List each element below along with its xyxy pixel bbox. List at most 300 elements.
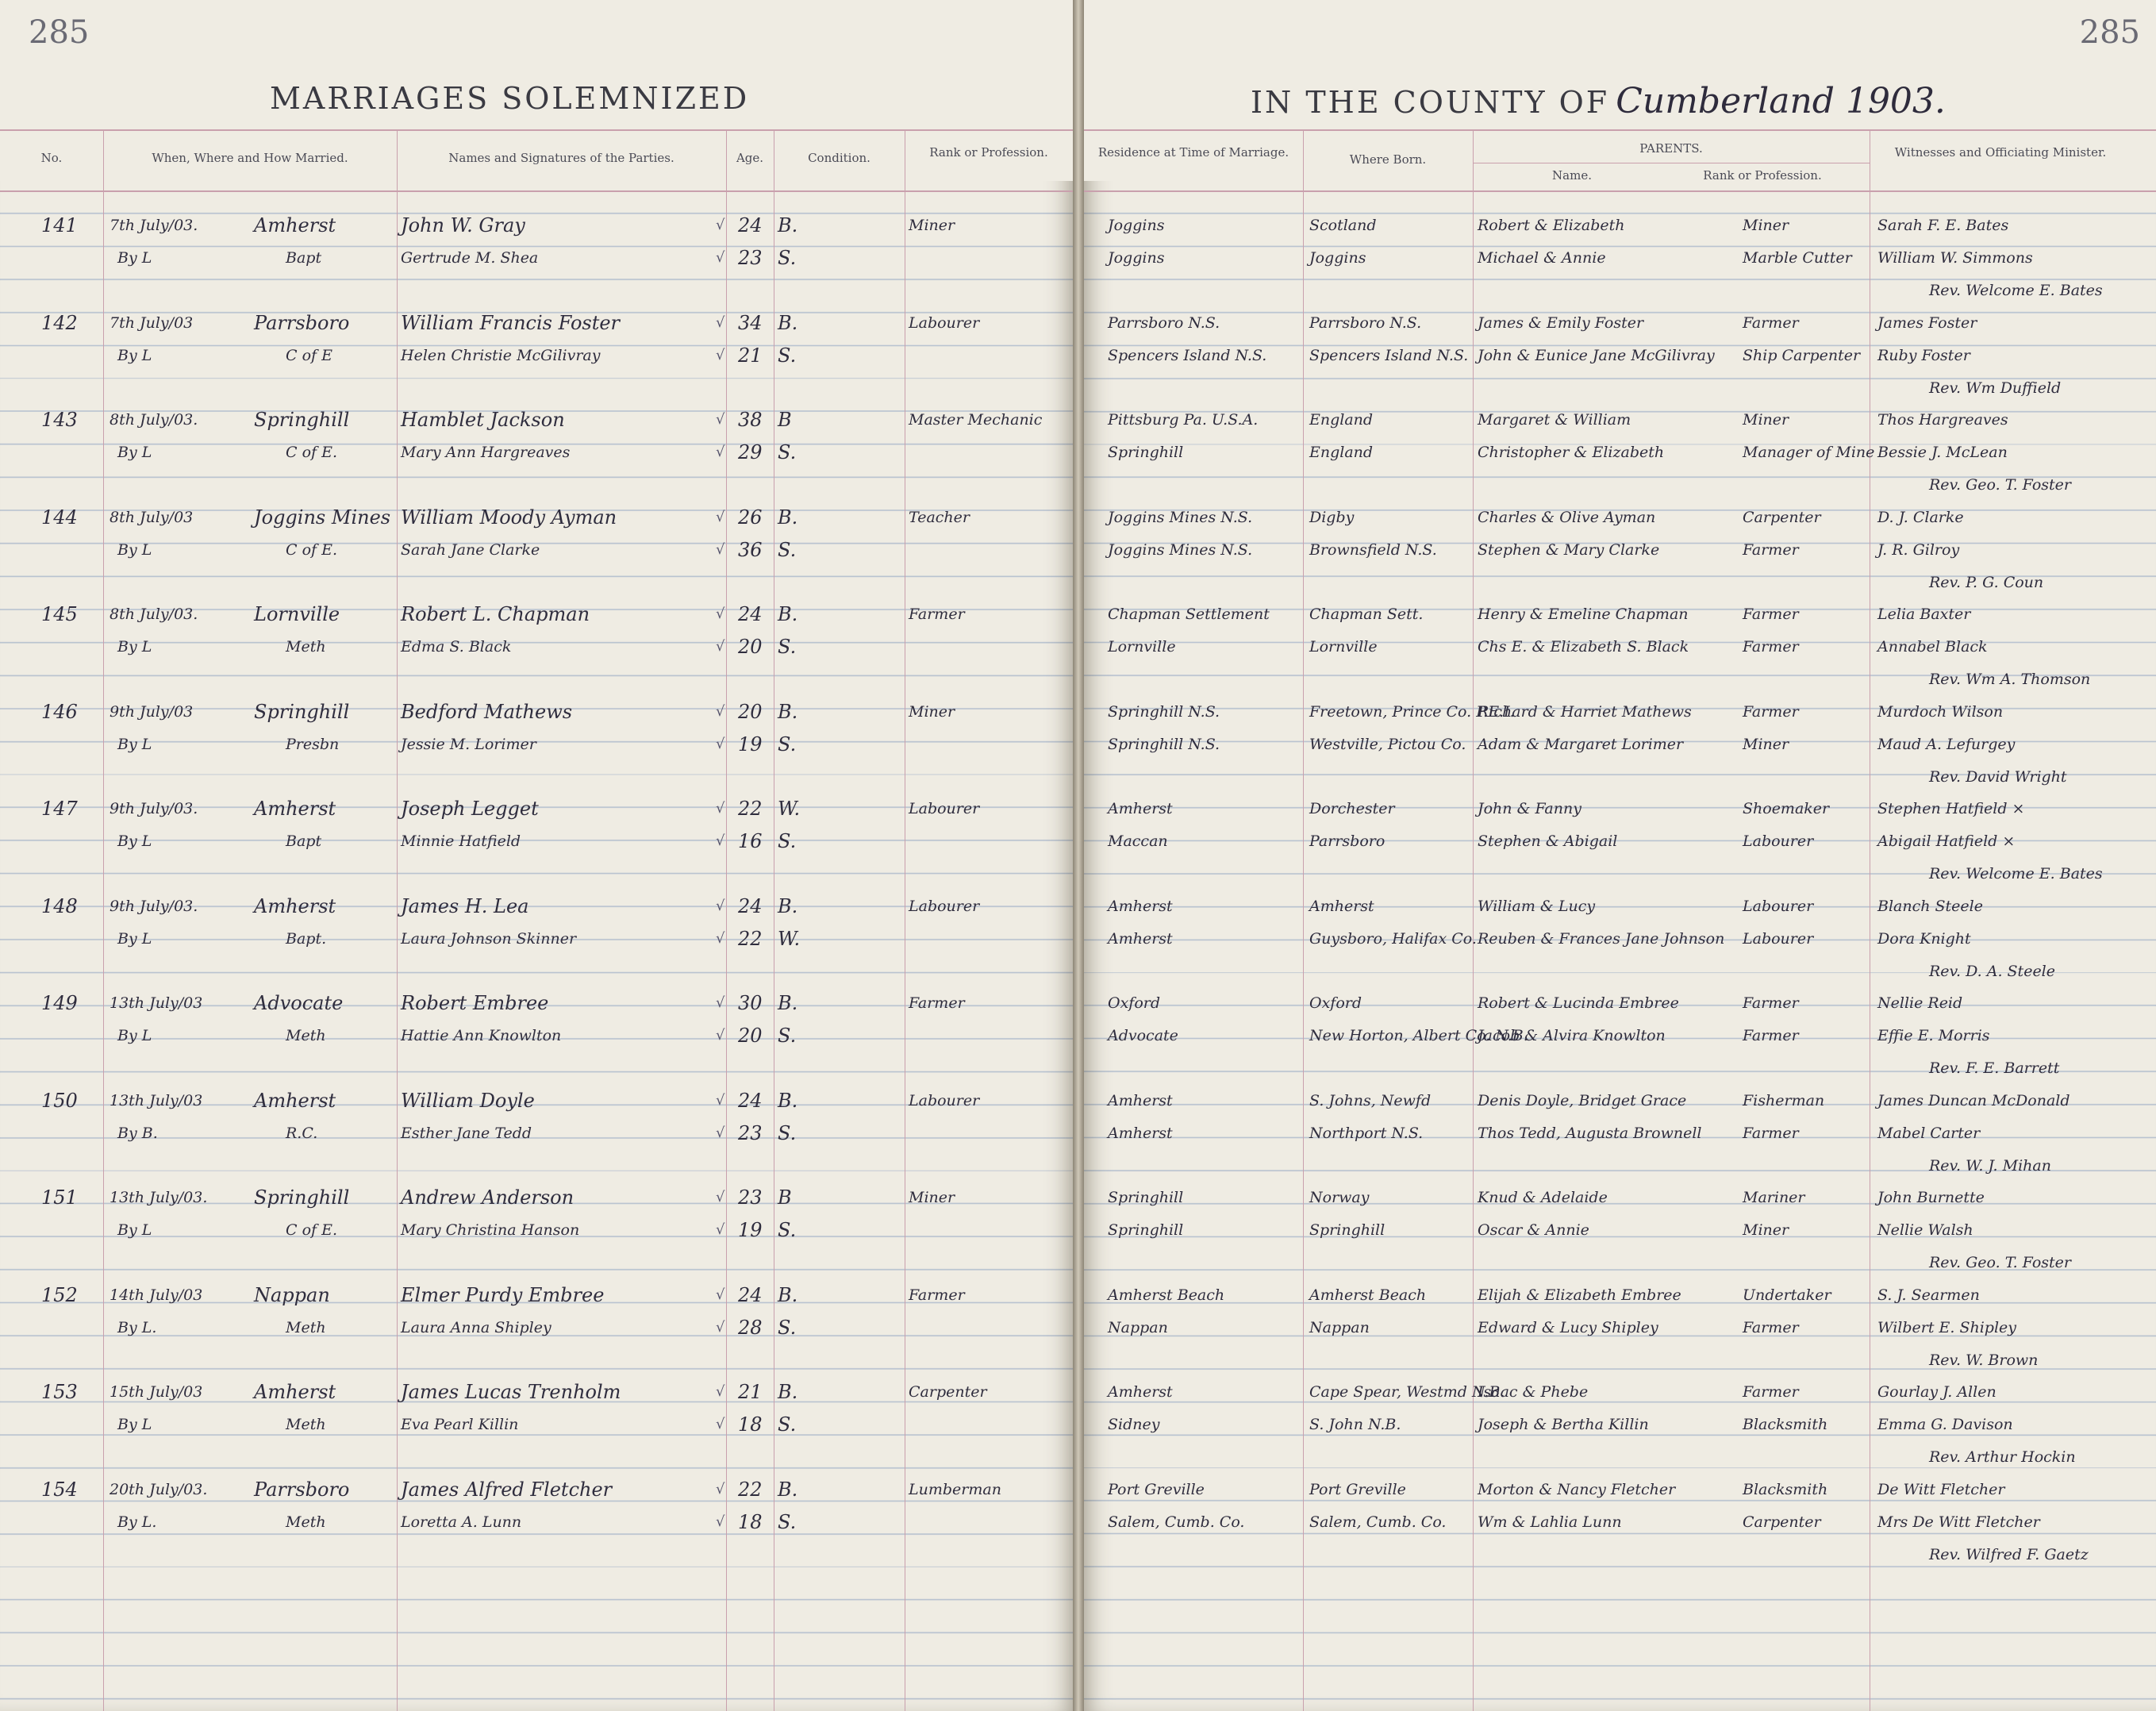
bride-residence: Amherst — [1108, 929, 1173, 948]
groom-parents: John & Fanny — [1478, 800, 1581, 817]
marriage-place: Springhill — [254, 700, 350, 723]
denomination: C of E. — [286, 540, 337, 559]
groom-age: 34 — [738, 311, 763, 334]
check-mark: √ — [716, 540, 725, 558]
officiating-minister: Rev. W. J. Mihan — [1929, 1156, 2051, 1175]
column-header-rule — [1084, 190, 2156, 192]
groom-birthplace: Oxford — [1309, 994, 1362, 1012]
groom-condition: B. — [778, 1089, 798, 1112]
groom-name: John W. Gray — [401, 214, 525, 236]
bride-name: Gertrude M. Shea — [401, 249, 539, 267]
marriage-place: Amherst — [254, 1381, 336, 1403]
groom-age: 38 — [738, 409, 763, 431]
marriage-place: Lornville — [254, 603, 340, 625]
bride-parents: Michael & Annie — [1478, 249, 1606, 267]
groom-age: 30 — [738, 992, 763, 1014]
groom-parents-rank: Farmer — [1743, 606, 1799, 623]
groom-residence: Oxford — [1108, 994, 1161, 1012]
witness-two: Ruby Foster — [1877, 346, 1970, 364]
check-mark: √ — [716, 1189, 725, 1205]
bride-condition: W. — [778, 927, 801, 950]
groom-parents: James & Emily Foster — [1478, 313, 1644, 332]
groom-birthplace: Chapman Sett. — [1309, 606, 1424, 623]
marriage-licence: By L — [117, 249, 152, 267]
groom-name: Hamblet Jackson — [401, 409, 565, 431]
marriage-licence: By L — [117, 735, 152, 753]
entry-number: 149 — [41, 992, 78, 1014]
bride-name: Laura Johnson Skinner — [401, 929, 577, 948]
check-mark: √ — [716, 508, 725, 525]
officiating-minister: Rev. Geo. T. Foster — [1929, 1254, 2071, 1271]
witness-two: Bessie J. McLean — [1877, 444, 2008, 461]
column-header-parent-name: Name. — [1552, 168, 1592, 183]
marriage-place: Amherst — [254, 894, 336, 917]
groom-parents-rank: Miner — [1743, 411, 1789, 429]
groom-condition: W. — [778, 798, 801, 820]
groom-condition: B. — [778, 1381, 798, 1403]
groom-age: 26 — [738, 506, 763, 529]
groom-residence: Chapman Settlement — [1108, 606, 1270, 623]
groom-parents-rank: Labourer — [1743, 897, 1814, 915]
check-mark: √ — [716, 702, 725, 720]
bride-age: 29 — [738, 441, 763, 463]
bride-parents: Edward & Lucy Shipley — [1478, 1318, 1658, 1336]
entry-number: 143 — [41, 409, 78, 431]
groom-name: Joseph Legget — [401, 798, 539, 820]
witness-one: Lelia Baxter — [1877, 606, 1971, 623]
groom-age: 23 — [738, 1186, 763, 1209]
marriage-licence: By L. — [117, 1513, 157, 1531]
bride-parents-rank: Farmer — [1743, 638, 1799, 656]
denomination: Meth — [286, 1027, 326, 1044]
bride-parents-rank: Ship Carpenter — [1743, 346, 1861, 364]
bride-parents: Reuben & Frances Jane Johnson — [1478, 929, 1725, 948]
bride-name: Edma S. Black — [401, 638, 512, 656]
denomination: C of E. — [286, 444, 337, 461]
bride-age: 18 — [738, 1510, 763, 1533]
groom-profession: Farmer — [909, 994, 965, 1012]
groom-birthplace: Amherst Beach — [1309, 1286, 1427, 1304]
check-mark: √ — [716, 832, 725, 849]
entry-number: 148 — [41, 894, 78, 917]
bride-parents: Joseph & Bertha Killin — [1478, 1416, 1649, 1433]
bride-parents-rank: Manager of Mine — [1743, 444, 1875, 461]
column-header-rank: Rank or Profession. — [929, 145, 1048, 160]
groom-parents: Isaac & Phebe — [1478, 1383, 1589, 1401]
bride-residence: Joggins Mines N.S. — [1108, 540, 1253, 559]
marriage-licence: By L. — [117, 1318, 157, 1336]
marriage-date: 9th July/03. — [110, 897, 198, 915]
groom-profession: Teacher — [909, 508, 970, 526]
check-mark: √ — [716, 1286, 725, 1303]
groom-parents-rank: Miner — [1743, 217, 1789, 234]
marriage-place: Nappan — [254, 1283, 330, 1306]
groom-condition: B. — [778, 700, 798, 723]
officiating-minister: Rev. Welcome E. Bates — [1929, 865, 2103, 882]
marriage-date: 7th July/03 — [110, 313, 194, 332]
groom-age: 24 — [738, 603, 763, 625]
marriage-place: Joggins Mines — [254, 506, 391, 529]
bride-name: Laura Anna Shipley — [401, 1318, 551, 1336]
check-mark: √ — [716, 1221, 725, 1238]
groom-name: William Moody Ayman — [401, 506, 617, 529]
groom-name: James Alfred Fletcher — [401, 1478, 613, 1501]
groom-parents: Charles & Olive Ayman — [1478, 508, 1656, 526]
bride-residence: Nappan — [1108, 1318, 1168, 1336]
groom-profession: Labourer — [909, 897, 980, 915]
groom-parents-rank: Farmer — [1743, 702, 1799, 721]
groom-parents-rank: Undertaker — [1743, 1286, 1831, 1304]
column-header-parents: PARENTS. — [1639, 141, 1703, 156]
bride-age: 19 — [738, 732, 763, 756]
denomination: Meth — [286, 1416, 326, 1433]
bride-birthplace: New Horton, Albert Co. N.B. — [1309, 1027, 1528, 1044]
bride-condition: S. — [778, 1510, 797, 1533]
bride-residence: Springhill N.S. — [1108, 735, 1220, 753]
check-mark: √ — [716, 897, 725, 914]
witness-one: James Duncan McDonald — [1877, 1091, 2070, 1109]
bride-name: Sarah Jane Clarke — [401, 540, 540, 559]
check-mark: √ — [716, 411, 725, 428]
bride-parents: Thos Tedd, Augusta Brownell — [1478, 1124, 1702, 1142]
groom-parents-rank: Mariner — [1743, 1189, 1805, 1206]
bride-parents: John & Eunice Jane McGilivray — [1478, 346, 1715, 364]
marriage-place: Springhill — [254, 409, 350, 431]
groom-parents: Knud & Adelaide — [1478, 1189, 1608, 1206]
groom-parents-rank: Blacksmith — [1743, 1480, 1828, 1498]
groom-profession: Labourer — [909, 313, 980, 332]
entry-number: 152 — [41, 1283, 78, 1306]
check-mark: √ — [716, 1091, 725, 1109]
marriage-date: 20th July/03. — [110, 1480, 208, 1498]
marriage-licence: By L — [117, 929, 152, 948]
bride-birthplace: Brownsfield N.S. — [1309, 540, 1437, 559]
groom-name: Bedford Mathews — [401, 700, 573, 723]
bride-residence: Sidney — [1108, 1416, 1160, 1433]
groom-condition: B. — [778, 1283, 798, 1306]
bride-condition: S. — [778, 538, 797, 561]
groom-name: Andrew Anderson — [401, 1186, 575, 1209]
groom-residence: Amherst Beach — [1108, 1286, 1225, 1304]
bride-birthplace: Guysboro, Halifax Co. — [1309, 929, 1477, 948]
bride-residence: Springhill — [1108, 1221, 1184, 1239]
entry-number: 147 — [41, 798, 78, 820]
groom-profession: Miner — [909, 702, 955, 721]
left-page-number: 285 — [29, 14, 90, 51]
groom-birthplace: Amherst — [1309, 897, 1374, 915]
entry-number: 141 — [41, 214, 78, 236]
check-mark: √ — [716, 1027, 725, 1044]
groom-age: 21 — [738, 1381, 763, 1403]
officiating-minister: Rev. D. A. Steele — [1929, 962, 2056, 980]
bride-residence: Salem, Cumb. Co. — [1108, 1513, 1245, 1531]
groom-age: 24 — [738, 1089, 763, 1112]
header-rule — [0, 129, 1073, 131]
check-mark: √ — [716, 929, 725, 947]
bride-parents-rank: Farmer — [1743, 540, 1799, 559]
check-mark: √ — [716, 1416, 725, 1432]
bride-birthplace: Lornville — [1309, 638, 1378, 656]
bride-age: 28 — [738, 1316, 763, 1339]
groom-profession: Miner — [909, 1189, 955, 1206]
bride-condition: S. — [778, 1025, 797, 1047]
officiating-minister: Rev. Welcome E. Bates — [1929, 282, 2103, 299]
entry-number: 150 — [41, 1089, 78, 1112]
entry-number: 145 — [41, 603, 78, 625]
bride-name: Jessie M. Lorimer — [401, 735, 536, 753]
bride-condition: S. — [778, 441, 797, 463]
check-mark: √ — [716, 346, 725, 363]
groom-residence: Springhill N.S. — [1108, 702, 1220, 721]
bride-age: 36 — [738, 538, 763, 561]
marriage-place: Amherst — [254, 214, 336, 236]
marriage-licence: By L — [117, 638, 152, 656]
witness-one: John Burnette — [1877, 1189, 1985, 1206]
marriage-date: 9th July/03 — [110, 702, 194, 721]
groom-birthplace: Dorchester — [1309, 800, 1395, 817]
bride-name: Hattie Ann Knowlton — [401, 1027, 562, 1044]
entry-number: 153 — [41, 1381, 78, 1403]
entry-number: 154 — [41, 1478, 78, 1501]
bride-age: 21 — [738, 344, 763, 367]
groom-residence: Amherst — [1108, 1091, 1173, 1109]
left-page-title: MARRIAGES SOLEMNIZED — [270, 81, 750, 116]
groom-condition: B. — [778, 603, 798, 625]
column-header-rule — [0, 190, 1073, 192]
witness-one: S. J. Searmen — [1877, 1286, 1980, 1304]
groom-profession: Carpenter — [909, 1383, 987, 1401]
marriage-licence: By L — [117, 346, 152, 364]
marriage-place: Advocate — [254, 992, 344, 1014]
marriage-licence: By L — [117, 540, 152, 559]
groom-name: James Lucas Trenholm — [401, 1381, 621, 1403]
groom-parents-rank: Fisherman — [1743, 1091, 1825, 1109]
groom-age: 24 — [738, 1283, 763, 1306]
witness-two: Dora Knight — [1877, 929, 1971, 948]
bride-age: 22 — [738, 927, 763, 950]
groom-condition: B. — [778, 992, 798, 1014]
officiating-minister: Rev. Arthur Hockin — [1929, 1448, 2076, 1466]
marriage-licence: By L — [117, 1416, 152, 1433]
groom-profession: Farmer — [909, 606, 965, 623]
column-divider — [1473, 129, 1474, 1711]
groom-profession: Master Mechanic — [909, 411, 1043, 429]
header-rule — [1084, 129, 2156, 131]
groom-residence: Amherst — [1108, 1383, 1173, 1401]
groom-age: 24 — [738, 894, 763, 917]
column-header-when: When, Where and How Married. — [152, 151, 348, 165]
bride-name: Mary Christina Hanson — [401, 1221, 580, 1239]
denomination: Bapt — [286, 832, 322, 850]
right-page — [1084, 0, 2156, 1711]
bride-birthplace: Springhill — [1309, 1221, 1385, 1239]
bride-residence: Springhill — [1108, 444, 1184, 461]
witness-two: Nellie Walsh — [1877, 1221, 1973, 1239]
groom-birthplace: S. Johns, Newfd — [1309, 1091, 1432, 1109]
groom-condition: B. — [778, 894, 798, 917]
bride-birthplace: Westville, Pictou Co. — [1309, 735, 1466, 753]
witness-two: J. R. Gilroy — [1877, 540, 1960, 559]
bride-parents: Adam & Margaret Lorimer — [1478, 735, 1684, 753]
groom-age: 20 — [738, 700, 763, 723]
marriage-date: 8th July/03. — [110, 411, 198, 429]
groom-parents: Richard & Harriet Mathews — [1478, 702, 1692, 721]
bride-parents-rank: Miner — [1743, 1221, 1789, 1239]
bride-age: 20 — [738, 1025, 763, 1047]
denomination: Meth — [286, 1513, 326, 1531]
witness-two: Maud A. Lefurgey — [1877, 735, 2016, 753]
denomination: Bapt. — [286, 929, 327, 948]
bride-condition: S. — [778, 247, 797, 269]
denomination: Meth — [286, 1318, 326, 1336]
bride-name: Loretta A. Lunn — [401, 1513, 522, 1531]
groom-condition: B. — [778, 506, 798, 529]
bride-condition: S. — [778, 1316, 797, 1339]
bride-name: Helen Christie McGilivray — [401, 346, 601, 364]
groom-name: Robert Embree — [401, 992, 549, 1014]
groom-parents-rank: Shoemaker — [1743, 800, 1830, 817]
bride-age: 19 — [738, 1219, 763, 1241]
groom-birthplace: Parrsboro N.S. — [1309, 313, 1422, 332]
check-mark: √ — [716, 313, 725, 331]
groom-parents: Morton & Nancy Fletcher — [1478, 1480, 1676, 1498]
denomination: Presbn — [286, 735, 340, 753]
bride-name: Esther Jane Tedd — [401, 1124, 532, 1142]
check-mark: √ — [716, 444, 725, 460]
right-page-title — [1251, 81, 1946, 121]
groom-residence: Parrsboro N.S. — [1108, 313, 1220, 332]
witness-two: Effie E. Morris — [1877, 1027, 1990, 1044]
groom-birthplace: Freetown, Prince Co. P.E.I. — [1309, 702, 1515, 721]
bride-condition: S. — [778, 636, 797, 658]
bride-residence: Lornville — [1108, 638, 1176, 656]
bride-parents-rank: Marble Cutter — [1743, 249, 1852, 267]
bride-parents: Stephen & Abigail — [1478, 832, 1618, 850]
marriage-date: 7th July/03. — [110, 217, 198, 234]
officiating-minister: Rev. Geo. T. Foster — [1929, 476, 2071, 494]
witness-two: Annabel Black — [1877, 638, 1988, 656]
check-mark: √ — [716, 1318, 725, 1336]
groom-parents-rank: Farmer — [1743, 994, 1799, 1012]
entry-number: 151 — [41, 1186, 78, 1209]
witness-one: D. J. Clarke — [1877, 508, 1964, 526]
check-mark: √ — [716, 1124, 725, 1141]
bride-condition: S. — [778, 1413, 797, 1436]
entry-number: 142 — [41, 311, 78, 334]
officiating-minister: Rev. Wilfred F. Gaetz — [1929, 1545, 2089, 1563]
column-header-parent-rank: Rank or Profession. — [1703, 168, 1822, 183]
column-header-witnesses: Witnesses and Officiating Minister. — [1894, 145, 2107, 160]
column-header-no: No. — [40, 151, 63, 165]
witness-one: Nellie Reid — [1877, 994, 1963, 1012]
denomination: C of E — [286, 346, 332, 364]
groom-parents: William & Lucy — [1478, 897, 1596, 915]
marriage-date: 15th July/03 — [110, 1383, 203, 1401]
groom-residence: Port Greville — [1108, 1480, 1205, 1498]
groom-birthplace: England — [1309, 411, 1374, 429]
bride-parents: Oscar & Annie — [1478, 1221, 1589, 1239]
officiating-minister: Rev. David Wright — [1929, 767, 2067, 786]
bride-birthplace: Salem, Cumb. Co. — [1309, 1513, 1447, 1531]
bride-parents: Wm & Lahlia Lunn — [1478, 1513, 1622, 1531]
check-mark: √ — [716, 249, 725, 266]
witness-one: Sarah F. E. Bates — [1877, 217, 2009, 234]
groom-parents: Robert & Lucinda Embree — [1478, 994, 1679, 1012]
bride-parents-rank: Farmer — [1743, 1318, 1799, 1336]
witness-two: Wilbert E. Shipley — [1877, 1318, 2017, 1336]
bride-name: Mary Ann Hargreaves — [401, 444, 571, 461]
witness-one: Thos Hargreaves — [1877, 411, 2008, 429]
groom-residence: Pittsburg Pa. U.S.A. — [1108, 411, 1259, 429]
marriage-place: Springhill — [254, 1186, 350, 1209]
marriage-date: 14th July/03 — [110, 1286, 203, 1304]
bride-birthplace: England — [1309, 444, 1374, 461]
groom-residence: Joggins Mines N.S. — [1108, 508, 1253, 526]
check-mark: √ — [716, 800, 725, 817]
marriage-place: Parrsboro — [254, 311, 350, 334]
witness-one: Gourlay J. Allen — [1877, 1383, 1997, 1401]
bride-parents: Jacob & Alvira Knowlton — [1478, 1027, 1666, 1044]
bride-parents: Stephen & Mary Clarke — [1478, 540, 1660, 559]
marriage-licence: By L — [117, 832, 152, 850]
book-gutter — [1073, 0, 1084, 1711]
marriage-place: Amherst — [254, 1089, 336, 1112]
check-mark: √ — [716, 994, 725, 1011]
marriage-date: 8th July/03. — [110, 606, 198, 623]
bride-age: 20 — [738, 636, 763, 658]
groom-parents: Denis Doyle, Bridget Grace — [1478, 1091, 1687, 1109]
bride-residence: Advocate — [1108, 1027, 1178, 1044]
witness-one: James Foster — [1877, 313, 1977, 332]
bride-birthplace: Joggins — [1309, 249, 1366, 267]
left-page — [0, 0, 1073, 1711]
bride-condition: S. — [778, 732, 797, 756]
groom-profession: Labourer — [909, 800, 980, 817]
column-divider — [397, 129, 398, 1711]
check-mark: √ — [716, 1480, 725, 1498]
column-header-condition: Condition. — [808, 151, 870, 165]
marriage-date: 13th July/03. — [110, 1189, 208, 1206]
check-mark: √ — [716, 735, 725, 752]
groom-name: Elmer Purdy Embree — [401, 1283, 605, 1306]
groom-birthplace: Port Greville — [1309, 1480, 1406, 1498]
bride-name: Minnie Hatfield — [401, 832, 521, 850]
groom-parents-rank: Carpenter — [1743, 508, 1821, 526]
marriage-date: 13th July/03 — [110, 994, 203, 1012]
groom-profession: Farmer — [909, 1286, 965, 1304]
column-header-names: Names and Signatures of the Parties. — [448, 151, 674, 165]
groom-parents: Elijah & Elizabeth Embree — [1478, 1286, 1681, 1304]
bride-condition: S. — [778, 1121, 797, 1144]
bride-name: Eva Pearl Killin — [401, 1416, 519, 1433]
bride-birthplace: S. John N.B. — [1309, 1416, 1401, 1433]
groom-name: William Francis Foster — [401, 311, 621, 334]
check-mark: √ — [716, 638, 725, 655]
bride-birthplace: Northport N.S. — [1309, 1124, 1424, 1142]
witness-two: Abigail Hatfield × — [1877, 832, 2016, 850]
bride-residence: Maccan — [1108, 832, 1168, 850]
officiating-minister: Rev. Wm Duffield — [1929, 379, 2062, 397]
groom-parents: Margaret & William — [1478, 411, 1631, 429]
marriage-licence: By L — [117, 1221, 152, 1239]
groom-age: 22 — [738, 1478, 763, 1501]
groom-age: 22 — [738, 798, 763, 820]
witness-one: Stephen Hatfield × — [1877, 800, 2025, 817]
groom-name: William Doyle — [401, 1089, 535, 1112]
bride-residence: Spencers Island N.S. — [1108, 346, 1267, 364]
marriage-licence: By L — [117, 1027, 152, 1044]
right-page-number: 285 — [2079, 14, 2140, 51]
